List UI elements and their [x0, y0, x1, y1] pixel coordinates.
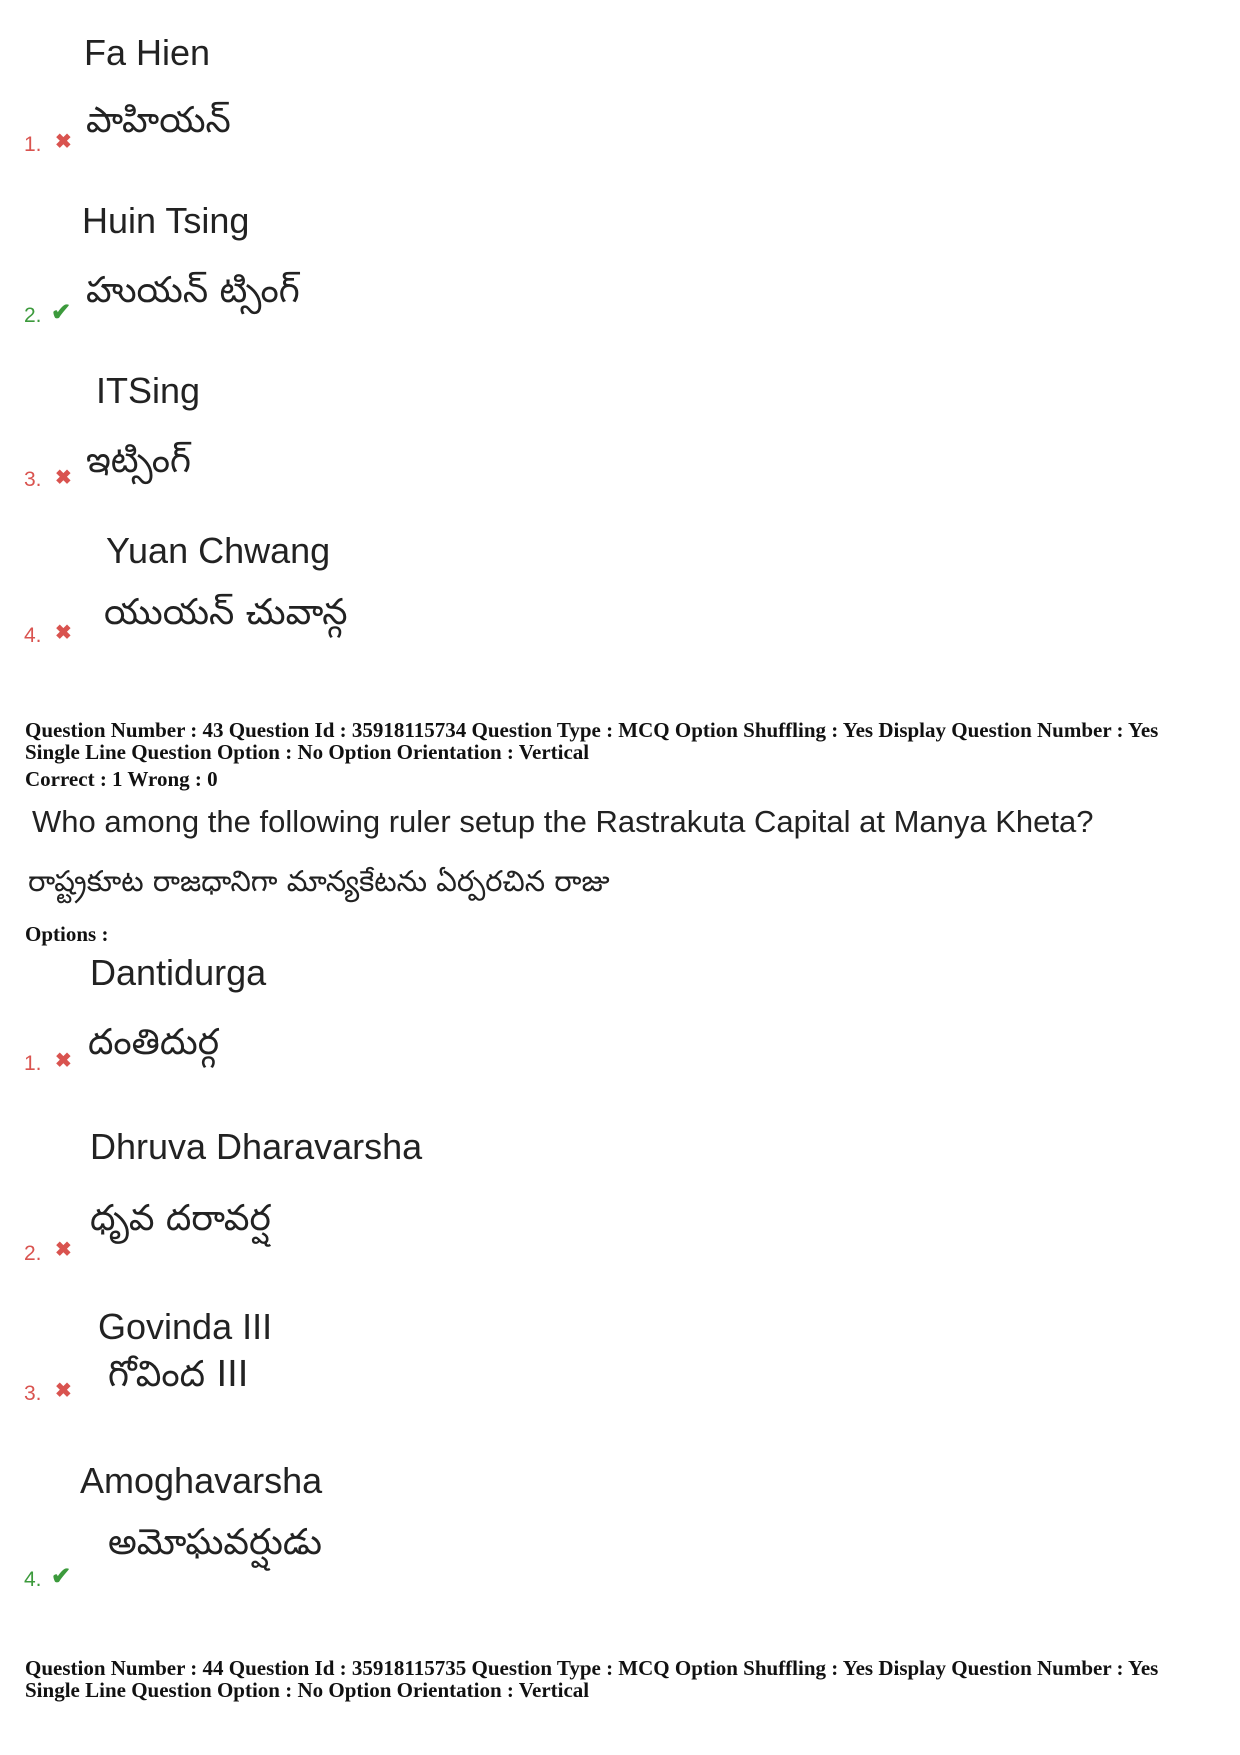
option-number: 1. — [24, 1052, 42, 1075]
option-telugu-text: అమోఘవర్షుడు — [108, 1522, 322, 1563]
option-number: 2. — [24, 1242, 42, 1265]
check-icon: ✔ — [51, 1563, 72, 1590]
question-marks: Correct : 1 Wrong : 0 — [25, 767, 218, 791]
options-label: Options : — [25, 922, 109, 946]
option-english-text: Govinda III — [98, 1306, 273, 1347]
cross-icon: ✖ — [55, 1050, 72, 1072]
option-english-text: Fa Hien — [84, 32, 211, 73]
cross-icon: ✖ — [55, 1239, 72, 1261]
option-number: 3. — [24, 1382, 42, 1405]
question-text-english: Who among the following ruler setup the Rastrakuta Capital at Manya Kheta? — [32, 804, 1094, 839]
question-text-telugu: రాష్ట్రకూట రాజధానిగా మాన్యకేటను ఏర్పరచిన రాజు — [28, 864, 610, 898]
option-telugu-text: పాహియన్ — [86, 100, 231, 141]
option-english-text: Yuan Chwang — [106, 530, 331, 571]
option-english-text: Amoghavarsha — [80, 1460, 323, 1501]
question-meta-line-1: Question Number : 44 Question Id : 35918115735 Question Type : MCQ Option Shuffling : Yes Display Question Number : Yes — [25, 1656, 1159, 1680]
question-meta-line-1: Question Number : 43 Question Id : 35918115734 Question Type : MCQ Option Shuffling : Yes Display Question Number : Yes — [25, 718, 1159, 742]
question-meta-line-2: Single Line Question Option : No Option Orientation : Vertical — [25, 740, 590, 764]
cross-icon: ✖ — [55, 131, 72, 153]
option-english-text: Dhruva Dharavarsha — [90, 1126, 423, 1167]
option-telugu-text: ఇట్సింగ్ — [86, 440, 191, 481]
option-english-text: ITSing — [96, 370, 201, 411]
option-telugu-text: గోవింద III — [108, 1354, 249, 1395]
option-telugu-text: ధృవ దరావర్ష — [90, 1198, 271, 1239]
option-number: 4. — [24, 624, 42, 647]
check-icon: ✔ — [51, 299, 72, 326]
option-number: 3. — [24, 468, 42, 491]
cross-icon: ✖ — [55, 622, 72, 644]
option-telugu-text: దంతిదుర్గ — [88, 1022, 220, 1063]
option-number: 2. — [24, 304, 42, 327]
option-number: 4. — [24, 1568, 42, 1591]
option-english-text: Dantidurga — [90, 952, 267, 993]
question-meta-line-2: Single Line Question Option : No Option Orientation : Vertical — [25, 1678, 590, 1702]
cross-icon: ✖ — [55, 467, 72, 489]
option-number: 1. — [24, 133, 42, 156]
option-telugu-text: హుయన్ ట్సింగ్ — [86, 270, 300, 311]
option-english-text: Huin Tsing — [82, 200, 250, 241]
cross-icon: ✖ — [55, 1380, 72, 1402]
option-telugu-text: యుయన్ చువాన్గ — [104, 592, 348, 633]
